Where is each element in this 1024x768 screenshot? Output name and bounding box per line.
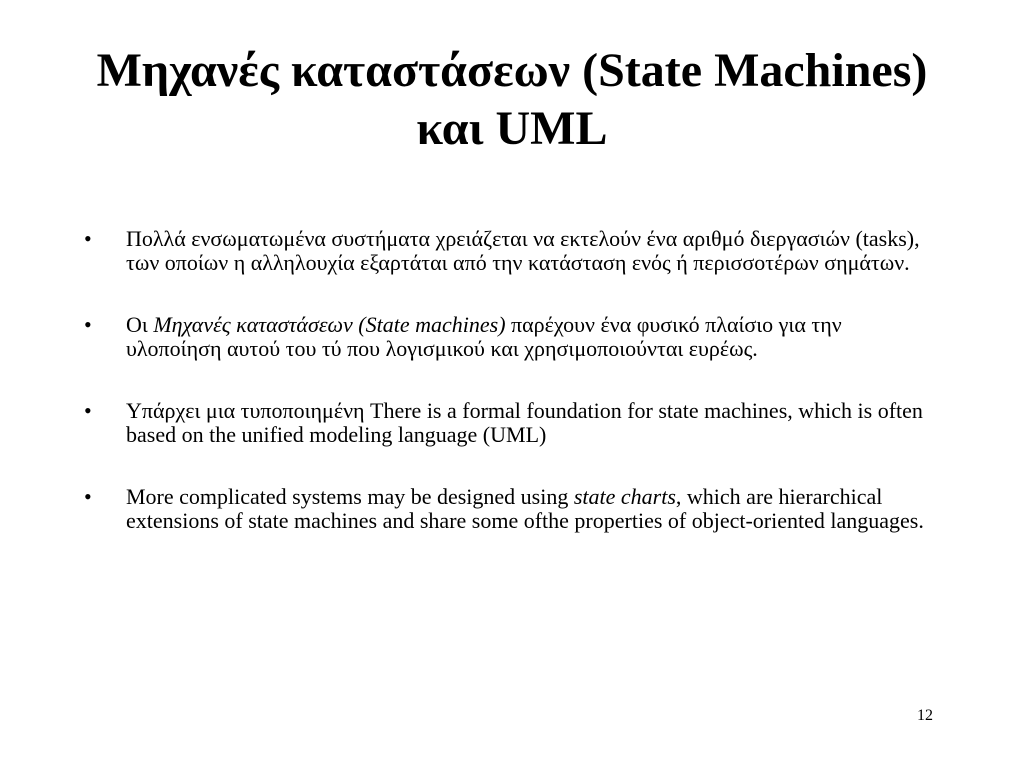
bullet-item (84, 227, 934, 275)
bullet-text-after: , which are hierarchical extensions of state machines and share some ofthe properties of object-oriented languages. (126, 484, 924, 533)
bullet-icon: • (84, 484, 92, 509)
bullet-item (84, 399, 934, 447)
page-number: 12 (917, 707, 933, 724)
bullet-text: Πολλά ενσωματωμένα συστήματα χρειάζεται να εκτελούν ένα αριθμό διεργασιών (tasks), των οποίων η αλληλουχία εξαρτάται από την κατάσταση ενός ή περισσοτέρων σημάτων. (126, 226, 920, 275)
bullet-text-before: Οι (126, 312, 154, 337)
bullet-emphasis: state charts (573, 484, 676, 509)
bullet-icon: • (84, 312, 92, 337)
bullet-icon: • (84, 226, 92, 251)
bullet-text (126, 312, 842, 361)
bullet-text (126, 484, 924, 533)
bullet-icon: • (84, 398, 92, 423)
bullet-item (84, 313, 934, 361)
bullet-text-before: More complicated systems may be designed using (126, 484, 574, 509)
bullet-item (84, 485, 934, 533)
bullet-text: Υπάρχει μια τυποποιημένη There is a formal foundation for state machines, which is often based on the unified modeling language (UML) (126, 398, 923, 447)
bullet-text-after: παρέχουν ένα φυσικό πλαίσιο για την υλοποίηση αυτού του τύ που λογισμικού και χρησιμοποιούνται ευρέως. (126, 312, 842, 361)
slide-title: Μηχανές καταστάσεων (State Machines) και UML (96, 44, 928, 155)
bullet-list (84, 227, 934, 571)
bullet-emphasis: Μηχανές καταστάσεων (State machines) (153, 312, 506, 337)
